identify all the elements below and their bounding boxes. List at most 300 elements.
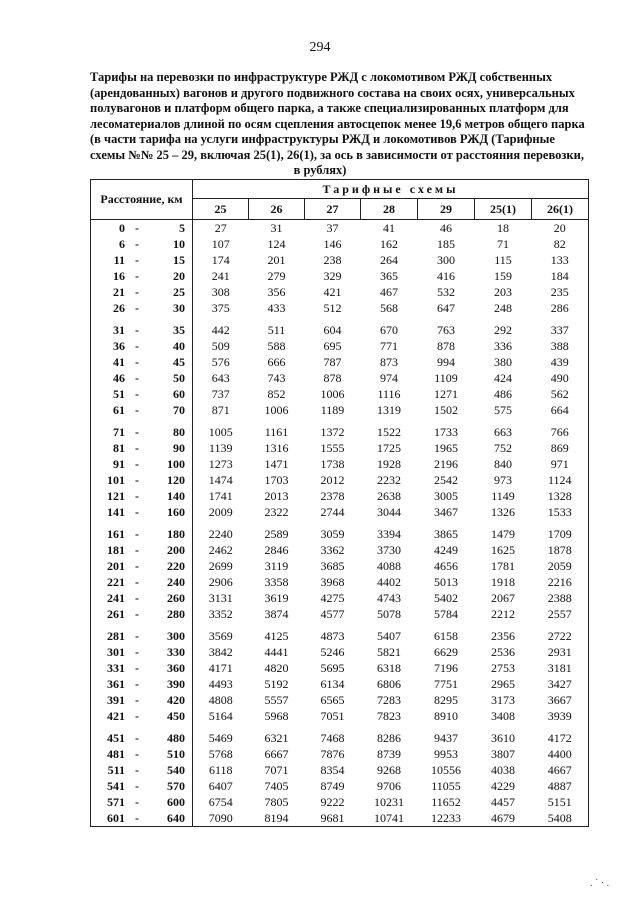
tariff-value-cell: 3569 bbox=[208, 629, 233, 643]
tariff-value-cell: 873 bbox=[380, 355, 398, 369]
tariff-value-cell: 663 bbox=[494, 425, 512, 439]
distance-to: 100 bbox=[167, 457, 185, 471]
tariff-value-cell: 11055 bbox=[431, 779, 461, 793]
tariff-value-cell: 292 bbox=[494, 323, 512, 337]
tariff-value-cell: 575 bbox=[494, 403, 512, 417]
distance-to: 640 bbox=[167, 811, 185, 825]
distance-from: 101 bbox=[107, 473, 125, 487]
tariff-value-cell: 666 bbox=[267, 355, 286, 369]
tariff-value-cell: 509 bbox=[211, 339, 230, 353]
scheme-column-header: 27 bbox=[305, 199, 361, 220]
tariff-value-cell: 185 bbox=[437, 237, 455, 251]
tariff-value-cell: 37 bbox=[326, 221, 339, 235]
tariff-value-cell: 356 bbox=[267, 285, 286, 299]
tariff-value-cell: 568 bbox=[380, 301, 398, 315]
distance-range bbox=[91, 644, 192, 660]
table-row bbox=[91, 338, 589, 354]
range-dash: - bbox=[135, 285, 139, 299]
tariff-value-cell: 286 bbox=[532, 300, 589, 316]
tariff-value-cell: 743 bbox=[267, 371, 286, 385]
tariff-value-cell: 994 bbox=[437, 355, 455, 369]
distance-cell bbox=[91, 268, 193, 284]
scheme-column-header: 25(1) bbox=[475, 199, 532, 220]
tariff-value-cell: 6806 bbox=[377, 677, 401, 691]
distance-cell bbox=[91, 386, 193, 402]
tariff-value-cell: 3619 bbox=[264, 591, 289, 605]
tariff-value-cell: 3044 bbox=[377, 505, 401, 519]
distance-to: 220 bbox=[167, 559, 185, 573]
tariff-value-cell: 7468 bbox=[320, 731, 345, 745]
page-number: 294 bbox=[309, 40, 331, 55]
tariff-value-cell: 433 bbox=[267, 301, 286, 315]
distance-from: 421 bbox=[107, 709, 125, 723]
tariff-value-cell: 7051 bbox=[320, 709, 345, 723]
tariff-value-cell: 7405 bbox=[264, 779, 289, 793]
distance-range bbox=[91, 402, 192, 418]
table-row bbox=[91, 220, 589, 237]
distance-range bbox=[91, 628, 192, 644]
range-dash: - bbox=[135, 709, 139, 723]
tariff-value-cell: 300 bbox=[437, 253, 455, 267]
tariff-value-cell: 46 bbox=[440, 221, 452, 235]
distance-from: 6 bbox=[119, 237, 125, 251]
tariff-value-cell: 1474 bbox=[208, 473, 233, 487]
tariff-value-cell: 416 bbox=[437, 269, 455, 283]
tariff-value-cell: 329 bbox=[323, 269, 342, 283]
tariff-value-cell: 3427 bbox=[532, 676, 589, 692]
tariff-value-cell: 9706 bbox=[377, 779, 401, 793]
tariff-value-cell: 10556 bbox=[431, 763, 461, 777]
range-dash: - bbox=[135, 543, 139, 557]
tariff-value-cell: 337 bbox=[532, 316, 589, 338]
table-row bbox=[91, 542, 589, 558]
tariff-value-cell: 3119 bbox=[264, 559, 289, 573]
range-dash: - bbox=[135, 425, 139, 439]
range-dash: - bbox=[135, 473, 139, 487]
tariff-value-cell: 2753 bbox=[491, 661, 515, 675]
tariff-table-body bbox=[91, 220, 589, 827]
distance-range bbox=[91, 526, 192, 542]
tariff-value-cell: 5407 bbox=[377, 629, 401, 643]
range-dash: - bbox=[135, 371, 139, 385]
distance-cell bbox=[91, 778, 193, 794]
scheme-column-header: 26(1) bbox=[532, 199, 589, 220]
distance-cell bbox=[91, 708, 193, 724]
tariff-value-cell: 647 bbox=[437, 301, 455, 315]
tariff-value-cell: 10741 bbox=[361, 810, 418, 827]
title-line: Тарифы на перевозки по инфраструктуре РЖД с локомотивом РЖД собственных bbox=[90, 70, 553, 84]
tariff-value-cell: 6118 bbox=[208, 763, 233, 777]
tariff-value-cell: 375 bbox=[211, 301, 230, 315]
distance-from: 11 bbox=[113, 253, 125, 267]
distance-cell bbox=[91, 660, 193, 676]
tariff-value-cell: 238 bbox=[323, 253, 342, 267]
tariff-value-cell: 5784 bbox=[434, 607, 458, 621]
tariff-value-cell: 8354 bbox=[320, 763, 345, 777]
tariff-value-cell: 490 bbox=[532, 370, 589, 386]
table-row bbox=[91, 504, 589, 520]
distance-cell bbox=[91, 440, 193, 456]
distance-from: 21 bbox=[113, 285, 125, 299]
tariff-value-cell: 1878 bbox=[532, 542, 589, 558]
tariff-value-cell: 2013 bbox=[264, 489, 289, 503]
distance-from: 0 bbox=[119, 221, 125, 235]
tariff-value-cell: 6754 bbox=[208, 795, 233, 809]
table-row bbox=[91, 778, 589, 794]
table-row bbox=[91, 316, 589, 338]
distance-cell bbox=[91, 558, 193, 574]
title-line: (арендованных) вагонов и другого подвижного состава на своих осях, универсальных bbox=[90, 85, 575, 100]
tariff-value-cell: 2067 bbox=[491, 591, 515, 605]
tariff-value-cell: 3173 bbox=[491, 693, 515, 707]
tariff-value-cell: 1741 bbox=[208, 489, 233, 503]
tariff-value-cell: 107 bbox=[211, 237, 230, 251]
scheme-column-header: 28 bbox=[361, 199, 418, 220]
range-dash: - bbox=[135, 607, 139, 621]
tariff-value-cell: 512 bbox=[323, 301, 342, 315]
tariff-value-cell: 31 bbox=[270, 221, 283, 235]
tariff-value-cell: 4125 bbox=[264, 629, 289, 643]
tariff-value-cell: 5402 bbox=[434, 591, 458, 605]
scheme-column-header: 26 bbox=[249, 199, 305, 220]
tariff-value-cell: 763 bbox=[437, 323, 455, 337]
scheme-column-header: 25 bbox=[193, 199, 249, 220]
tariff-value-cell: 9681 bbox=[305, 810, 361, 827]
tariff-value-cell: 3362 bbox=[320, 543, 345, 557]
tariff-value-cell: 1006 bbox=[320, 387, 345, 401]
tariff-value-cell: 971 bbox=[532, 456, 589, 472]
table-row bbox=[91, 558, 589, 574]
tariff-value-cell: 5469 bbox=[208, 731, 233, 745]
tariff-value-cell: 4249 bbox=[434, 543, 458, 557]
table-row bbox=[91, 520, 589, 542]
tariff-value-cell: 424 bbox=[494, 371, 512, 385]
distance-range bbox=[91, 660, 192, 676]
tariff-value-cell: 3610 bbox=[491, 731, 515, 745]
tariff-value-cell: 576 bbox=[211, 355, 230, 369]
distance-range bbox=[91, 504, 192, 520]
range-dash: - bbox=[135, 403, 139, 417]
tariff-value-cell: 279 bbox=[267, 269, 286, 283]
tariff-value-cell: 1116 bbox=[377, 387, 401, 401]
tariff-value-cell: 771 bbox=[380, 339, 398, 353]
tariff-value-cell: 852 bbox=[267, 387, 286, 401]
table-row bbox=[91, 386, 589, 402]
tariff-value-cell: 3352 bbox=[208, 607, 233, 621]
distance-to: 600 bbox=[167, 795, 185, 809]
table-row bbox=[91, 284, 589, 300]
tariff-value-cell: 248 bbox=[494, 301, 512, 315]
table-row bbox=[91, 794, 589, 810]
tariff-value-cell: 588 bbox=[267, 339, 286, 353]
tariff-value-cell: 308 bbox=[211, 285, 230, 299]
distance-range bbox=[91, 220, 192, 236]
distance-range bbox=[91, 574, 192, 590]
range-dash: - bbox=[135, 747, 139, 761]
distance-range bbox=[91, 236, 192, 252]
tariff-value-cell: 2462 bbox=[208, 543, 233, 557]
table-row bbox=[91, 440, 589, 456]
tariff-value-cell: 5821 bbox=[377, 645, 401, 659]
distance-cell bbox=[91, 402, 193, 418]
tariff-value-cell: 2232 bbox=[377, 473, 401, 487]
distance-cell bbox=[91, 692, 193, 708]
title-line: лесоматериалов длиной по осям сцепления автосцепок менее 19,6 метров общего парка bbox=[90, 116, 585, 131]
tariff-value-cell: 241 bbox=[211, 269, 230, 283]
tariff-value-cell: 3730 bbox=[377, 543, 401, 557]
range-dash: - bbox=[135, 441, 139, 455]
tariff-value-cell: 8286 bbox=[377, 731, 401, 745]
table-row bbox=[91, 810, 589, 827]
tariff-value-cell: 6407 bbox=[208, 779, 233, 793]
tariff-value-cell: 82 bbox=[532, 236, 589, 252]
table-row bbox=[91, 660, 589, 676]
tariff-value-cell: 27 bbox=[214, 221, 227, 235]
tariff-value-cell: 511 bbox=[267, 323, 286, 337]
tariff-value-cell: 695 bbox=[323, 339, 342, 353]
distance-from: 511 bbox=[107, 763, 125, 777]
distance-range bbox=[91, 542, 192, 558]
tariff-value-cell: 6158 bbox=[434, 629, 458, 643]
tariff-value-cell: 3807 bbox=[491, 747, 515, 761]
distance-range bbox=[91, 606, 192, 622]
tariff-value-cell: 174 bbox=[211, 253, 230, 267]
range-dash: - bbox=[135, 559, 139, 573]
range-dash: - bbox=[135, 779, 139, 793]
tariff-value-cell: 365 bbox=[380, 269, 398, 283]
range-dash: - bbox=[135, 527, 139, 541]
tariff-value-cell: 421 bbox=[323, 285, 342, 299]
table-row bbox=[91, 622, 589, 644]
tariff-value-cell: 7196 bbox=[434, 661, 458, 675]
tariff-value-cell: 439 bbox=[532, 354, 589, 370]
tariff-value-cell: 664 bbox=[532, 402, 589, 418]
tariff-value-cell: 4229 bbox=[491, 779, 515, 793]
distance-to: 90 bbox=[173, 441, 185, 455]
distance-cell bbox=[91, 746, 193, 762]
distance-to: 60 bbox=[173, 387, 185, 401]
distance-range bbox=[91, 746, 192, 762]
distance-column-header: Расстояние, км bbox=[91, 180, 193, 220]
distance-from: 26 bbox=[113, 301, 125, 315]
title-line: полувагонов и платформ общего парка, а также специализированных платформ для bbox=[90, 101, 569, 115]
tariff-value-cell: 5013 bbox=[434, 575, 458, 589]
tariff-value-cell: 18 bbox=[497, 221, 509, 235]
distance-to: 40 bbox=[173, 339, 185, 353]
distance-cell bbox=[91, 520, 193, 542]
distance-cell bbox=[91, 472, 193, 488]
tariff-value-cell: 5246 bbox=[320, 645, 345, 659]
table-row bbox=[91, 676, 589, 692]
tariff-schemes-header: Тарифные схемы bbox=[193, 180, 589, 199]
tariff-value-cell: 2589 bbox=[264, 527, 289, 541]
distance-range bbox=[91, 488, 192, 504]
tariff-value-cell: 467 bbox=[380, 285, 398, 299]
distance-range bbox=[91, 386, 192, 402]
tariff-value-cell: 787 bbox=[323, 355, 342, 369]
tariff-value-cell: 1316 bbox=[264, 441, 289, 455]
distance-to: 180 bbox=[167, 527, 185, 541]
tariff-value-cell: 2059 bbox=[532, 558, 589, 574]
distance-range bbox=[91, 762, 192, 778]
distance-from: 451 bbox=[107, 731, 125, 745]
distance-to: 450 bbox=[167, 709, 185, 723]
distance-to: 280 bbox=[167, 607, 185, 621]
tariff-value-cell: 2722 bbox=[532, 622, 589, 644]
tariff-value-cell: 1733 bbox=[434, 425, 458, 439]
tariff-value-cell: 643 bbox=[211, 371, 230, 385]
tariff-value-cell: 264 bbox=[380, 253, 398, 267]
tariff-value-cell: 3131 bbox=[208, 591, 233, 605]
distance-range bbox=[91, 558, 192, 574]
tariff-value-cell: 4038 bbox=[491, 763, 515, 777]
distance-from: 46 bbox=[113, 371, 125, 385]
tariff-value-cell: 1918 bbox=[491, 575, 515, 589]
tariff-value-cell: 670 bbox=[380, 323, 398, 337]
table-row bbox=[91, 354, 589, 370]
distance-to: 45 bbox=[173, 355, 185, 369]
tariff-value-cell: 203 bbox=[494, 285, 512, 299]
distance-cell bbox=[91, 300, 193, 316]
distance-range bbox=[91, 730, 192, 746]
distance-cell bbox=[91, 542, 193, 558]
table-row bbox=[91, 418, 589, 440]
tariff-value-cell: 6318 bbox=[377, 661, 401, 675]
tariff-value-cell: 2744 bbox=[320, 505, 345, 519]
distance-range bbox=[91, 338, 192, 354]
tariff-value-cell: 1781 bbox=[491, 559, 515, 573]
tariff-value-cell: 973 bbox=[494, 473, 512, 487]
range-dash: - bbox=[135, 323, 139, 337]
distance-to: 140 bbox=[167, 489, 185, 503]
tariff-value-cell: 8749 bbox=[320, 779, 345, 793]
distance-to: 570 bbox=[167, 779, 185, 793]
tariff-value-cell: 9268 bbox=[377, 763, 401, 777]
distance-from: 281 bbox=[107, 629, 125, 643]
distance-to: 25 bbox=[173, 285, 185, 299]
distance-to: 260 bbox=[167, 591, 185, 605]
table-row bbox=[91, 606, 589, 622]
distance-cell bbox=[91, 606, 193, 622]
distance-to: 200 bbox=[167, 543, 185, 557]
tariff-value-cell: 1625 bbox=[491, 543, 515, 557]
tariff-value-cell: 2196 bbox=[434, 457, 458, 471]
tariff-value-cell: 4873 bbox=[320, 629, 345, 643]
distance-cell bbox=[91, 724, 193, 746]
range-dash: - bbox=[135, 591, 139, 605]
table-row bbox=[91, 252, 589, 268]
distance-from: 36 bbox=[113, 339, 125, 353]
tariff-value-cell: 336 bbox=[494, 339, 512, 353]
distance-from: 71 bbox=[113, 425, 125, 439]
distance-from: 121 bbox=[107, 489, 125, 503]
distance-from: 391 bbox=[107, 693, 125, 707]
tariff-value-cell: 1005 bbox=[208, 425, 233, 439]
table-row bbox=[91, 590, 589, 606]
distance-from: 91 bbox=[113, 457, 125, 471]
distance-range bbox=[91, 794, 192, 810]
distance-to: 160 bbox=[167, 505, 185, 519]
tariff-value-cell: 2378 bbox=[320, 489, 345, 503]
tariff-value-cell: 2699 bbox=[208, 559, 233, 573]
tariff-value-cell: 6667 bbox=[264, 747, 289, 761]
distance-from: 331 bbox=[107, 661, 125, 675]
distance-range bbox=[91, 322, 192, 338]
distance-range bbox=[91, 284, 192, 300]
tariff-value-cell: 1372 bbox=[320, 425, 345, 439]
tariff-table bbox=[90, 179, 589, 827]
distance-from: 51 bbox=[113, 387, 125, 401]
tariff-value-cell: 869 bbox=[532, 440, 589, 456]
tariff-value-cell: 201 bbox=[267, 253, 286, 267]
distance-from: 161 bbox=[107, 527, 125, 541]
tariff-value-cell: 7090 bbox=[193, 810, 249, 827]
tariff-value-cell: 1273 bbox=[208, 457, 233, 471]
tariff-value-cell: 9953 bbox=[434, 747, 458, 761]
distance-cell bbox=[91, 418, 193, 440]
distance-to: 70 bbox=[173, 403, 185, 417]
distance-cell bbox=[91, 236, 193, 252]
distance-to: 30 bbox=[173, 301, 185, 315]
tariff-value-cell: 235 bbox=[532, 284, 589, 300]
tariff-value-cell: 5968 bbox=[264, 709, 289, 723]
table-row bbox=[91, 746, 589, 762]
tariff-value-cell: 146 bbox=[323, 237, 342, 251]
distance-to: 330 bbox=[167, 645, 185, 659]
distance-to: 35 bbox=[173, 323, 185, 337]
tariff-value-cell: 3059 bbox=[320, 527, 345, 541]
tariff-value-cell: 3667 bbox=[532, 692, 589, 708]
range-dash: - bbox=[135, 457, 139, 471]
distance-from: 301 bbox=[107, 645, 125, 659]
tariff-value-cell: 3865 bbox=[434, 527, 458, 541]
distance-cell bbox=[91, 284, 193, 300]
tariff-value-cell: 5408 bbox=[532, 810, 589, 827]
tariff-value-cell: 752 bbox=[494, 441, 512, 455]
tariff-value-cell: 5557 bbox=[264, 693, 289, 707]
range-dash: - bbox=[135, 221, 139, 235]
tariff-value-cell: 6321 bbox=[264, 731, 289, 745]
tariff-value-cell: 4667 bbox=[532, 762, 589, 778]
range-dash: - bbox=[135, 661, 139, 675]
tariff-value-cell: 2931 bbox=[532, 644, 589, 660]
tariff-value-cell: 604 bbox=[323, 323, 342, 337]
tariff-value-cell: 2240 bbox=[208, 527, 233, 541]
range-dash: - bbox=[135, 763, 139, 777]
distance-range bbox=[91, 252, 192, 268]
tariff-value-cell: 1703 bbox=[264, 473, 289, 487]
distance-range bbox=[91, 472, 192, 488]
tariff-value-cell: 159 bbox=[494, 269, 512, 283]
tariff-value-cell: 10231 bbox=[374, 795, 404, 809]
distance-cell bbox=[91, 794, 193, 810]
distance-to: 420 bbox=[167, 693, 185, 707]
distance-to: 510 bbox=[167, 747, 185, 761]
tariff-value-cell: 766 bbox=[532, 418, 589, 440]
range-dash: - bbox=[135, 795, 139, 809]
range-dash: - bbox=[135, 505, 139, 519]
distance-to: 80 bbox=[173, 425, 185, 439]
tariff-value-cell: 4400 bbox=[532, 746, 589, 762]
distance-from: 201 bbox=[107, 559, 125, 573]
tariff-value-cell: 2388 bbox=[532, 590, 589, 606]
tariff-value-cell: 1928 bbox=[377, 457, 401, 471]
distance-from: 261 bbox=[107, 607, 125, 621]
range-dash: - bbox=[135, 693, 139, 707]
tariff-value-cell: 1189 bbox=[320, 403, 345, 417]
tariff-value-cell: 3358 bbox=[264, 575, 289, 589]
tariff-value-cell: 9437 bbox=[434, 731, 458, 745]
